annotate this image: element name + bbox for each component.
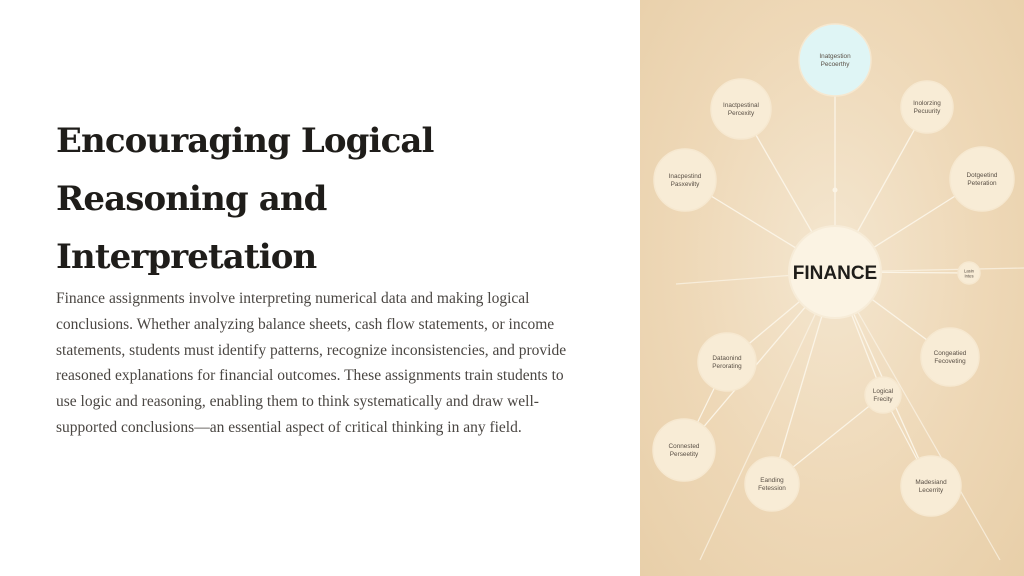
diagram-node-label: Intes bbox=[964, 273, 974, 279]
diagram-node bbox=[950, 147, 1014, 211]
diagram-node-label: Peteration bbox=[967, 180, 997, 187]
diagram-node bbox=[745, 457, 799, 511]
diagram-node-label: Logical bbox=[872, 388, 894, 395]
diagram-node-circle bbox=[921, 328, 979, 386]
diagram-node-label: Connested bbox=[668, 443, 700, 450]
diagram-node bbox=[958, 262, 980, 284]
diagram-node bbox=[901, 81, 953, 133]
diagram-node-circle bbox=[698, 333, 756, 391]
diagram-node-label: Perseetity bbox=[669, 451, 699, 458]
diagram-node-label: Congeatied bbox=[933, 350, 967, 357]
diagram-node-circle bbox=[901, 456, 961, 516]
diagram-node-label: Pasxevilty bbox=[670, 181, 700, 188]
connector-line bbox=[700, 272, 835, 560]
junction-dot bbox=[833, 188, 838, 193]
diagram-center-node bbox=[789, 226, 881, 318]
diagram-node bbox=[799, 24, 871, 96]
diagram-node bbox=[698, 333, 756, 391]
diagram-node-circle bbox=[711, 79, 771, 139]
diagram-node-label: Lecerrity bbox=[918, 487, 944, 494]
connector-line bbox=[835, 272, 1000, 560]
diagram-node-circle bbox=[653, 419, 715, 481]
diagram-node bbox=[711, 79, 771, 139]
slide-title: Encouraging Logical Reasoning and Interpretation bbox=[56, 121, 434, 277]
diagram-node-circle bbox=[799, 24, 871, 96]
diagram-node bbox=[901, 456, 961, 516]
diagram-node-label: Lasin bbox=[963, 268, 975, 274]
diagram-node-label: Pecuurity bbox=[913, 108, 941, 115]
diagram-node bbox=[865, 377, 901, 413]
diagram-node-circle bbox=[745, 457, 799, 511]
diagram-node-label: Dataonind bbox=[712, 355, 742, 362]
diagram-node-label: Madesiand bbox=[915, 479, 947, 486]
diagram-node-label: Dotgeetind bbox=[966, 172, 998, 179]
diagram-node-label: Perorating bbox=[712, 363, 742, 370]
diagram-node-circle bbox=[901, 81, 953, 133]
diagram-node-label: Fecoveting bbox=[934, 358, 966, 365]
slide-paragraph: Finance assignments involve interpreting numerical data and making logical conclusions. Whether analyzing balance sheets, cash flow statements, or income statements, students must identify patterns, recognize inconsistencies, and provide reasoned explanations for financial outcomes. These assignments train students to use logic and reasoning, enabling them to think systematically and draw well-supported conclusions—an essential aspect of critical thinking in any field. bbox=[56, 290, 567, 436]
concept-diagram-svg bbox=[640, 0, 1024, 576]
diagram-node-label: Pecoerthy bbox=[820, 61, 850, 68]
diagram-node-label: Fetession bbox=[758, 485, 786, 492]
diagram-node-label: Percexity bbox=[727, 110, 755, 117]
diagram-node-label: Inatgestion bbox=[819, 53, 851, 60]
diagram-node-label: Frecity bbox=[873, 396, 893, 403]
diagram-node-label: Inolorzing bbox=[913, 100, 941, 107]
diagram-node bbox=[653, 419, 715, 481]
diagram-node bbox=[921, 328, 979, 386]
diagram-node-label: Eanding bbox=[760, 477, 784, 484]
diagram-node bbox=[654, 149, 716, 211]
diagram-center-label: FINANCE bbox=[792, 263, 878, 284]
concept-diagram bbox=[640, 0, 1024, 576]
diagram-node-circle bbox=[865, 377, 901, 413]
diagram-node-label: Inactpestinal bbox=[723, 102, 759, 109]
diagram-node-circle bbox=[654, 149, 716, 211]
diagram-node-circle bbox=[950, 147, 1014, 211]
diagram-node-label: Inacpestind bbox=[668, 173, 702, 180]
